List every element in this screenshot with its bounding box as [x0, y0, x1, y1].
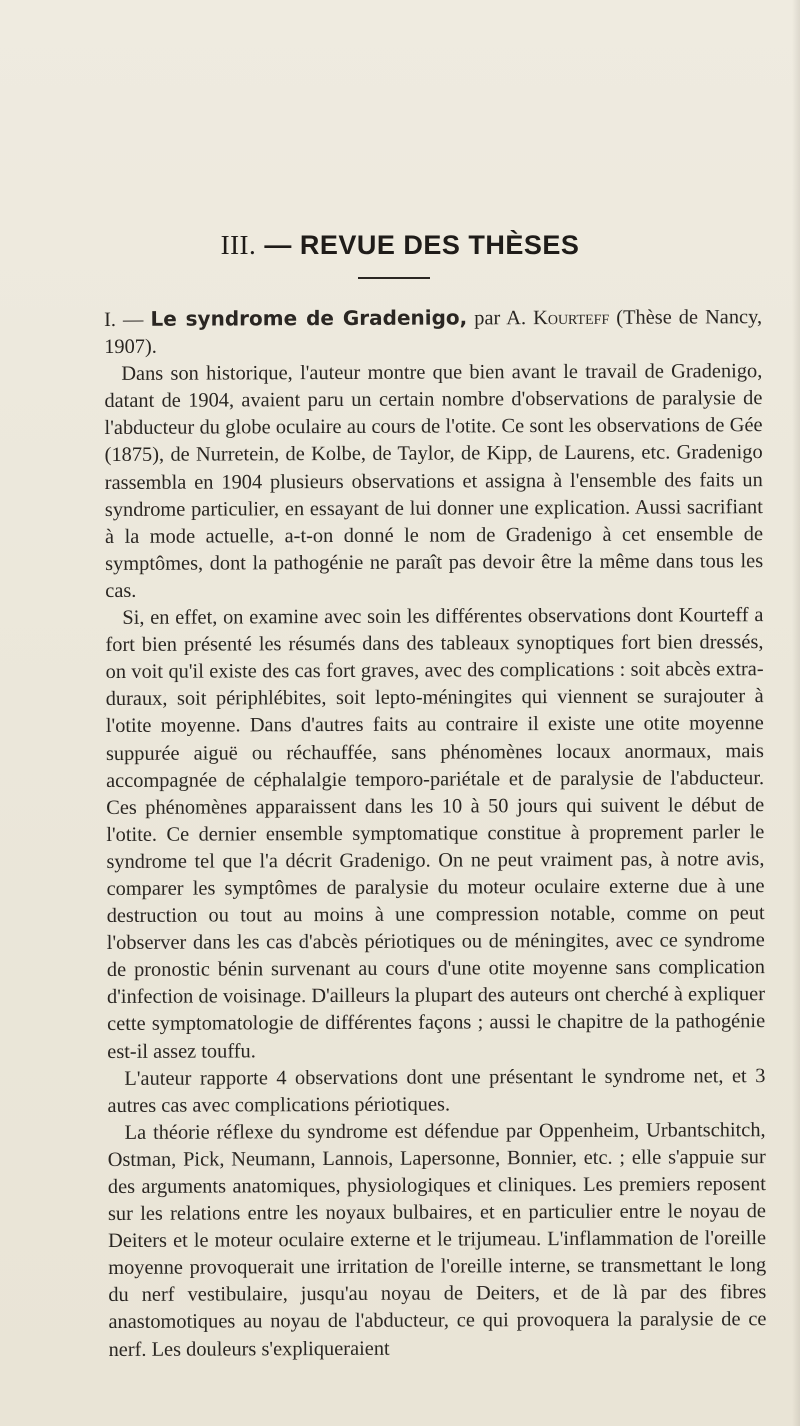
article-author: Kourteff	[533, 306, 610, 330]
section-dash: —	[256, 230, 300, 260]
paragraph-cases: L'auteur rapporte 4 observations dont une présentant le syndrome net, et 3 autres cas avec complications périotiques.	[107, 1064, 766, 1117]
article-reference: (Thèse de Nancy, 1907).	[104, 306, 763, 359]
section-title: REVUE DES THÈSES	[299, 230, 580, 260]
paragraph-theorie-reflexe: La théorie réflexe du syndrome est défendue par Oppenheim, Urbantschitch, Ostman, Pick, Neumann, Lannois, Lapersonne, Bonnier, etc. ; elle s'appuie sur des arguments anatomiques, physiologiques et cliniques. Les premiers reposent sur les relations entre les noyaux bulbaires, et en particulier entre le noyau de Deiters et le moteur oculaire externe et le trijumeau. L'inflammation de l'oreille moyenne provoquerait une irritation de l'oreille interne, se transmettant le long du nerf vestibulaire, jusqu'au noyau de Deiters, et de là par des fibres anastomotiques au noyau de l'abducteur, ce qui provoquera la paralysie de ce nerf. Les douleurs s'expliqueraient	[107, 1118, 767, 1361]
article-heading	[104, 303, 762, 361]
heading-rule	[358, 277, 430, 279]
article-body	[104, 303, 767, 1364]
article-index: I. —	[104, 308, 151, 331]
section-heading	[0, 230, 800, 261]
article-by: par A.	[467, 307, 534, 330]
section-number: III.	[220, 230, 257, 260]
paragraph-observations: Si, en effet, on examine avec soin les différentes observations dont Kourteff a fort bien présenté les résumés dans des tableaux synoptiques fort bien dressés, on voit qu'il existe des cas fort graves, avec des complications : soit abcès extra-duraux, soit périphlébites, soit lepto-méningites qui viennent se surajouter à l'otite moyenne. Dans d'autres faits au contraire il existe une otite moyenne suppurée aiguë ou réchauffée, sans phénomènes locaux anormaux, mais accompagnée de céphalalgie temporo-pariétale et de paralysie de l'abducteur. Ces phénomènes apparaissent dans les 10 à 50 jours qui suivent le début de l'otite. Ce dernier ensemble symptomatique constitue à proprement parler le syndrome tel que l'a décrit Gradenigo. On ne peut vraiment pas, à notre avis, comparer les symptômes de paralysie du moteur oculaire externe due à une destruction ou tout au moins à une compression notable, comme on peut l'observer dans les cas d'abcès périotiques ou de méningites, avec ce syndrome de pronostic bénin survenant au cours d'une otite moyenne sans complication d'infection de voisinage. D'ailleurs la plupart des auteurs ont cherché à expliquer cette symptomatologie de différentes façons ; aussi le chapitre de la pathogénie est-il assez touffu.	[105, 604, 766, 1063]
page-edge-shadow	[792, 0, 800, 1426]
article-title: Le syndrome de Gradenigo,	[150, 305, 468, 331]
paragraph-historique: Dans son historique, l'auteur montre que bien avant le travail de Gradenigo, datant de 1904, avaient paru un certain nombre d'observations de paralysie de l'abducteur du globe oculaire au cours de l'otite. Ce sont les observations de Gée (1875), de Nurretein, de Kolbe, de Taylor, de Kipp, de Laurens, etc. Gradenigo rassembla en 1904 plusieurs observations et assigna à l'ensemble des faits un syndrome particulier, en essayant de lui donner une explication. Aussi sacrifiant à la mode actuelle, a-t-on donné le nom de Gradenigo à cet ensemble de symptômes, dont la pathogénie ne paraît pas devoir être la même dans tous les cas.	[104, 360, 764, 602]
